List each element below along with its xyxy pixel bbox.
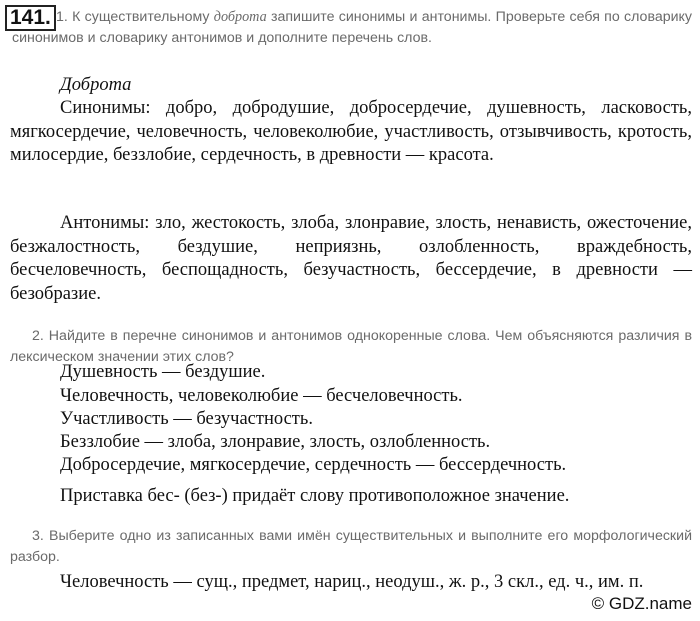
task-1-before: К существительному bbox=[67, 9, 214, 25]
answer-3-text: Человечность — сущ., предмет, нариц., неодуш., ж. р., 3 скл., ед. ч., им. п. bbox=[60, 572, 644, 592]
task-2-text: 2. Найдите в перечне синонимов и антонимов однокоренные слова. Чем объясняются различия в лексическом значении этих слов? bbox=[10, 328, 692, 365]
answer-1-heading: Доброта bbox=[60, 75, 132, 95]
answer-2-conclusion: Приставка бес- (без-) придаёт слову противоположное значение. bbox=[60, 486, 570, 506]
task-1-after: запишите синонимы и антонимы. Проверьте себя по словарику синонимов и словарику антонимов и дополните перечень слов. bbox=[12, 9, 692, 46]
exercise-number: 141. bbox=[5, 5, 56, 31]
synonyms-text: Синонимы: добро, добродушие, добросердечие, душевность, ласковость, мягкосердечие, человечность, человеколюбие, участливость, отзывчивость, кротость, милосердие, беззлобие, сердечность, в древности — красота. bbox=[10, 98, 692, 165]
answer-2-pair-4: Беззлобие — злоба, злонравие, злость, озлобленность. bbox=[60, 432, 491, 452]
task-1-word: доброта bbox=[213, 9, 267, 25]
task-1-text bbox=[12, 7, 692, 49]
task-3-text: 3. Выберите одно из записанных вами имён существительных и выполните его морфологический разбор. bbox=[10, 528, 692, 565]
task-1-number: 1. bbox=[56, 9, 68, 25]
antonyms-text: Антонимы: зло, жестокость, злоба, злонравие, злость, ненависть, ожесточение, безжалостность, бездушие, неприязнь, озлобленность, враждебность, бесчеловечность, беспощадность, безучастность, бессердечие, в древности — безобразие. bbox=[10, 213, 692, 304]
watermark: © GDZ.name bbox=[591, 594, 692, 613]
answer-2-pair-2: Человечность, человеколюбие — бесчеловечность. bbox=[60, 386, 463, 406]
answer-2-pair-1: Душевность — бездушие. bbox=[60, 362, 266, 382]
answer-2-pair-3: Участливость — безучастность. bbox=[60, 409, 313, 429]
answer-2-pair-5: Добросердечие, мягкосердечие, сердечность — бессердечность. bbox=[60, 455, 567, 475]
answer-1 bbox=[10, 74, 692, 98]
